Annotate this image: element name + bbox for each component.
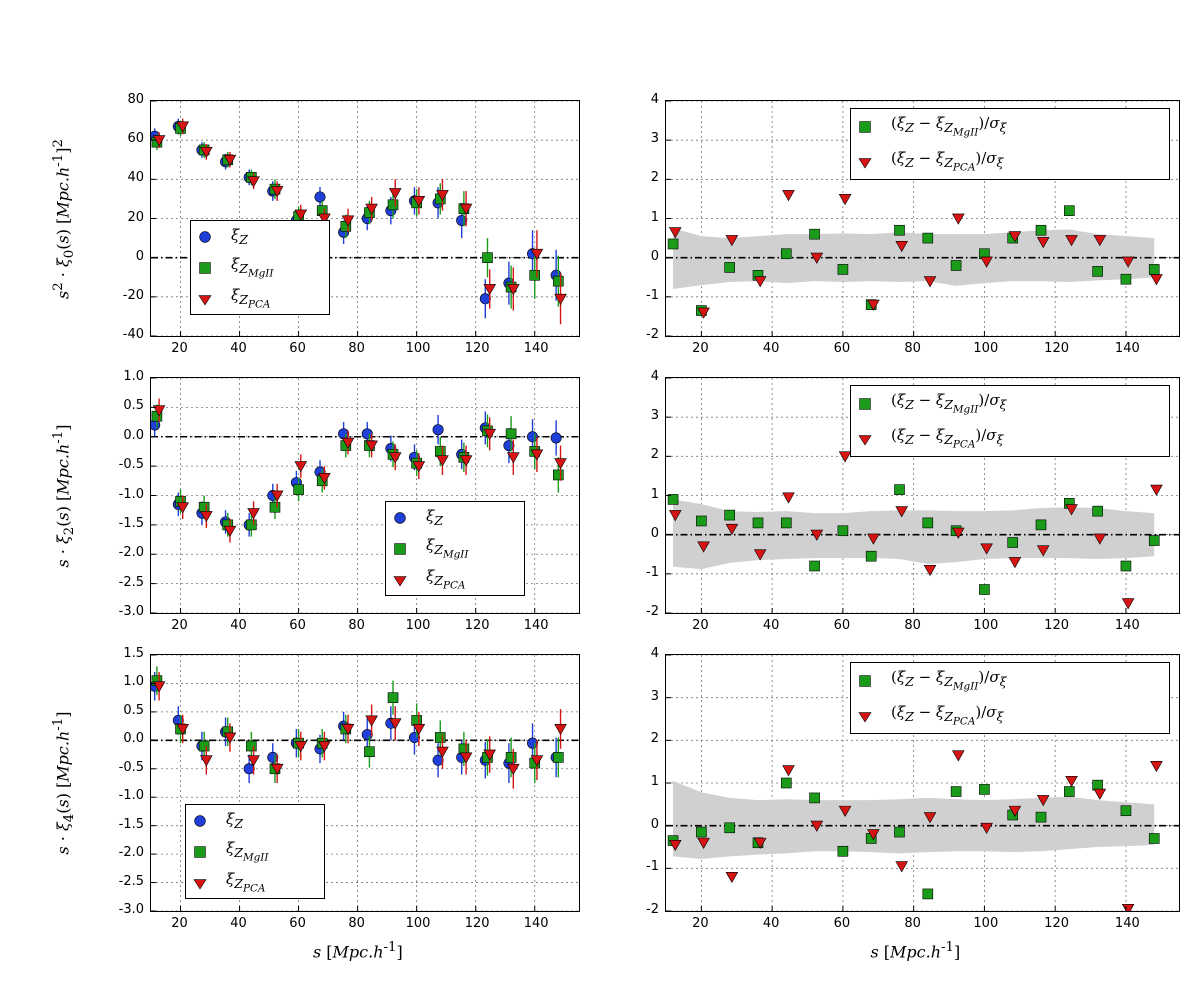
data-point-square bbox=[838, 526, 848, 536]
y-tick-label: 60 bbox=[127, 131, 144, 147]
data-point-square bbox=[388, 200, 398, 210]
x-tick-label: 40 bbox=[230, 341, 247, 356]
legend-label: $\xi_Z$ bbox=[226, 810, 243, 831]
x-tick-label: 40 bbox=[230, 618, 247, 633]
legend-marker-triangle-icon bbox=[857, 154, 891, 170]
y-tick-label: 1 bbox=[650, 486, 659, 502]
data-point-square bbox=[979, 585, 989, 595]
y-tick-label: 20 bbox=[127, 209, 144, 225]
legend-marker-triangle-icon bbox=[197, 291, 231, 307]
data-point-square bbox=[696, 516, 706, 526]
x-tick-label: 120 bbox=[1044, 618, 1069, 633]
y-tick-label: -2.0 bbox=[118, 845, 144, 861]
data-point-circle bbox=[527, 432, 537, 442]
data-point-square bbox=[810, 229, 820, 239]
data-point-square bbox=[553, 752, 563, 762]
y-tick-label: 0.5 bbox=[123, 702, 144, 718]
y-tick-label: -2.5 bbox=[118, 574, 144, 590]
y-tick-label: -1.0 bbox=[118, 486, 144, 502]
legend-quadrupole-residual bbox=[850, 385, 1170, 457]
x-tick-label: 20 bbox=[692, 341, 709, 356]
legend-label: $\xi_Z$ bbox=[426, 507, 443, 528]
x-tick-label: 60 bbox=[833, 618, 851, 633]
data-point-circle bbox=[362, 729, 372, 739]
data-point-square bbox=[199, 741, 209, 751]
legend-label: $\xi_{Z_{PCA}}$ bbox=[426, 567, 466, 592]
y-tick-label: -1.5 bbox=[118, 816, 144, 832]
x-tick-label: 100 bbox=[973, 916, 999, 931]
y-tick-label: -1 bbox=[646, 859, 659, 875]
data-point-square bbox=[506, 752, 516, 762]
y-tick-label: -0.5 bbox=[118, 759, 144, 775]
y-tick-label: 0 bbox=[135, 248, 144, 264]
y-tick-label: 3 bbox=[650, 131, 659, 147]
data-point-triangle bbox=[201, 756, 213, 766]
data-point-square bbox=[866, 551, 876, 561]
data-point-circle bbox=[409, 732, 419, 742]
data-point-square bbox=[1121, 806, 1131, 816]
x-tick-label: 80 bbox=[348, 916, 365, 931]
legend-monopole-residual bbox=[850, 108, 1170, 180]
y-tick-label: -2 bbox=[646, 902, 659, 917]
legend-label: $\xi_{Z_{MgII}}$ bbox=[226, 839, 269, 864]
y-tick-label: -0.5 bbox=[118, 457, 144, 473]
data-point-square bbox=[435, 446, 445, 456]
legend-entry bbox=[186, 836, 324, 867]
x-tick-label: 80 bbox=[348, 618, 365, 633]
data-point-square bbox=[725, 823, 735, 833]
y-tick-label: 40 bbox=[127, 170, 144, 186]
y-tick-label: 1.0 bbox=[123, 674, 144, 690]
y-tick-label: 80 bbox=[127, 92, 144, 107]
y-tick-label: 3 bbox=[650, 408, 659, 424]
y-tick-label: -3.0 bbox=[118, 604, 144, 619]
x-tick-label: 120 bbox=[464, 916, 490, 931]
data-point-square bbox=[270, 502, 280, 512]
data-point-square bbox=[388, 693, 398, 703]
data-point-square bbox=[553, 276, 563, 286]
data-point-square bbox=[553, 470, 563, 480]
y-tick-label: 1.5 bbox=[123, 646, 144, 661]
data-point-square bbox=[668, 239, 678, 249]
data-point-square bbox=[412, 715, 422, 725]
x-tick-label: 140 bbox=[1114, 618, 1140, 633]
x-tick-label: 60 bbox=[289, 341, 306, 356]
data-point-square bbox=[951, 261, 961, 271]
x-tick-label: 100 bbox=[973, 341, 999, 356]
legend-marker-triangle-icon bbox=[192, 875, 226, 891]
legend-entry bbox=[191, 221, 329, 252]
y-tick-label: -2.5 bbox=[118, 873, 144, 889]
legend-entry bbox=[191, 252, 329, 283]
y-tick-label: 1 bbox=[650, 209, 659, 225]
data-point-square bbox=[951, 787, 961, 797]
y-tick-label: -1 bbox=[646, 564, 659, 580]
data-point-triangle bbox=[555, 459, 567, 469]
y-tick-label: 4 bbox=[650, 92, 659, 107]
data-point-square bbox=[838, 264, 848, 274]
y-tick-label: -1.0 bbox=[118, 788, 144, 804]
data-point-triangle bbox=[1151, 275, 1163, 285]
data-point-circle bbox=[362, 429, 372, 439]
legend-entry bbox=[851, 663, 1169, 698]
y-tick-label: -20 bbox=[122, 287, 144, 303]
data-point-triangle bbox=[783, 493, 795, 503]
y-tick-label: 1.0 bbox=[123, 369, 144, 384]
data-point-circle bbox=[433, 425, 443, 435]
data-point-triangle bbox=[295, 462, 307, 472]
data-point-circle bbox=[480, 294, 490, 304]
y-tick-label: 3 bbox=[650, 688, 659, 704]
y-tick-label: 0 bbox=[650, 248, 659, 264]
data-point-square bbox=[781, 778, 791, 788]
legend-monopole bbox=[190, 220, 330, 315]
x-tick-label: 140 bbox=[523, 341, 549, 356]
data-point-square bbox=[923, 518, 933, 528]
y-tick-label: -40 bbox=[122, 327, 144, 342]
data-point-square bbox=[364, 747, 374, 757]
data-point-square bbox=[530, 270, 540, 280]
data-point-square bbox=[895, 827, 905, 837]
data-point-square bbox=[1064, 206, 1074, 216]
legend-marker-square-icon bbox=[857, 119, 891, 135]
data-point-circle bbox=[504, 440, 514, 450]
x-tick-label: 140 bbox=[523, 618, 549, 633]
y-tick-label: -1 bbox=[646, 287, 659, 303]
data-point-square bbox=[753, 518, 763, 528]
legend-marker-square-icon bbox=[392, 541, 426, 557]
data-point-square bbox=[923, 889, 933, 899]
data-point-triangle bbox=[1151, 761, 1163, 771]
data-point-square bbox=[979, 784, 989, 794]
data-point-square bbox=[1008, 538, 1018, 548]
legend-marker-circle-icon bbox=[192, 813, 226, 829]
x-tick-label: 120 bbox=[464, 618, 490, 633]
legend-marker-circle-icon bbox=[392, 510, 426, 526]
y-tick-label: 0.0 bbox=[123, 427, 144, 443]
data-point-triangle bbox=[437, 456, 449, 466]
data-point-triangle bbox=[783, 190, 795, 200]
legend-label: $(\xi_Z - \xi_{Z_{PCA}})/\sigma_\xi$ bbox=[891, 149, 1004, 174]
legend-entry bbox=[851, 109, 1169, 144]
data-point-triangle bbox=[1009, 557, 1021, 567]
data-point-square bbox=[895, 485, 905, 495]
legend-entry bbox=[386, 564, 524, 595]
legend-entry bbox=[851, 386, 1169, 421]
legend-label: $(\xi_Z - \xi_{Z_{MgII}})/\sigma_\xi$ bbox=[891, 114, 1007, 139]
data-point-triangle bbox=[1122, 904, 1134, 911]
y-tick-label: 4 bbox=[650, 646, 659, 661]
data-point-triangle bbox=[839, 194, 851, 204]
y-axis-label-hexadecapole: $s \cdot \xi_4(s)$ $[Mpc.h^{-1}]$ bbox=[51, 711, 77, 855]
x-tick-label: 20 bbox=[171, 618, 188, 633]
x-tick-label: 80 bbox=[904, 618, 921, 633]
data-point-square bbox=[1093, 506, 1103, 516]
data-point-square bbox=[1036, 520, 1046, 530]
legend-entry bbox=[851, 421, 1169, 456]
legend-marker-square-icon bbox=[857, 396, 891, 412]
legend-entry bbox=[186, 805, 324, 836]
data-point-circle bbox=[551, 433, 561, 443]
data-point-square bbox=[1149, 536, 1159, 546]
x-tick-label: 120 bbox=[1044, 916, 1069, 931]
x-tick-label: 60 bbox=[289, 618, 306, 633]
y-tick-label: -2 bbox=[646, 604, 659, 619]
x-tick-label: 80 bbox=[348, 341, 365, 356]
data-point-square bbox=[1036, 225, 1046, 235]
data-point-circle bbox=[338, 429, 348, 439]
y-tick-label: 2 bbox=[650, 170, 659, 186]
data-point-square bbox=[838, 846, 848, 856]
x-tick-label: 40 bbox=[762, 618, 780, 633]
data-point-square bbox=[1121, 274, 1131, 284]
x-tick-label: 100 bbox=[973, 618, 999, 633]
uncertainty-band bbox=[673, 228, 1154, 289]
data-point-triangle bbox=[953, 751, 965, 761]
x-tick-label: 60 bbox=[289, 916, 306, 931]
data-point-square bbox=[1064, 787, 1074, 797]
data-point-circle bbox=[527, 738, 537, 748]
y-tick-label: 2 bbox=[650, 447, 659, 463]
data-point-square bbox=[246, 741, 256, 751]
y-tick-label: -2.0 bbox=[118, 545, 144, 561]
legend-entry bbox=[851, 698, 1169, 733]
y-tick-label: -1.5 bbox=[118, 515, 144, 531]
legend-marker-square-icon bbox=[192, 844, 226, 860]
data-point-square bbox=[725, 510, 735, 520]
data-point-square bbox=[1093, 780, 1103, 790]
data-point-square bbox=[1149, 833, 1159, 843]
legend-label: $\xi_{Z_{MgII}}$ bbox=[426, 536, 469, 561]
data-point-square bbox=[923, 233, 933, 243]
data-point-triangle bbox=[1094, 789, 1106, 799]
x-tick-label: 140 bbox=[1114, 341, 1140, 356]
data-point-circle bbox=[268, 752, 278, 762]
y-axis-label-monopole: $s^2 \cdot \xi_0(s)$ $[Mpc.h^{-1}]^2$ bbox=[51, 138, 77, 299]
legend-label: $\xi_Z$ bbox=[231, 226, 248, 247]
data-point-triangle bbox=[1066, 776, 1078, 786]
data-point-triangle bbox=[1122, 599, 1134, 609]
y-tick-label: 0 bbox=[650, 525, 659, 541]
legend-marker-circle-icon bbox=[197, 229, 231, 245]
legend-marker-triangle-icon bbox=[392, 572, 426, 588]
legend-label: $(\xi_Z - \xi_{Z_{PCA}})/\sigma_\xi$ bbox=[891, 426, 1004, 451]
x-tick-label: 80 bbox=[904, 341, 921, 356]
x-tick-label: 120 bbox=[1044, 341, 1069, 356]
data-point-square bbox=[1121, 561, 1131, 571]
legend-entry bbox=[851, 144, 1169, 179]
uncertainty-band bbox=[673, 781, 1154, 859]
x-tick-label: 20 bbox=[171, 341, 188, 356]
data-point-square bbox=[506, 429, 516, 439]
data-point-square bbox=[482, 253, 492, 263]
legend-marker-square-icon bbox=[197, 260, 231, 276]
x-tick-label: 40 bbox=[230, 916, 247, 931]
x-axis-label-right: s $[Mpc.h^{-1}]$ bbox=[870, 940, 961, 962]
y-tick-label: 0 bbox=[650, 816, 659, 832]
legend-entry bbox=[386, 533, 524, 564]
y-tick-label: 0.0 bbox=[123, 731, 144, 747]
x-tick-label: 120 bbox=[464, 341, 490, 356]
data-point-square bbox=[781, 518, 791, 528]
legend-label: $\xi_{Z_{MgII}}$ bbox=[231, 255, 274, 280]
y-tick-label: 1 bbox=[650, 774, 659, 789]
y-axis-label-quadrupole: $s \cdot \xi_2(s)$ $[Mpc.h^{-1}]$ bbox=[51, 423, 77, 568]
data-point-square bbox=[1093, 266, 1103, 276]
legend-marker-square-icon bbox=[857, 673, 891, 689]
data-point-triangle bbox=[783, 766, 795, 776]
data-point-square bbox=[246, 520, 256, 530]
x-tick-label: 100 bbox=[405, 341, 431, 356]
data-point-square bbox=[459, 744, 469, 754]
x-tick-label: 20 bbox=[692, 618, 709, 633]
x-tick-label: 60 bbox=[833, 341, 851, 356]
x-axis-label-left: s $[Mpc.h^{-1}]$ bbox=[313, 940, 403, 962]
data-point-square bbox=[810, 793, 820, 803]
data-point-square bbox=[1149, 264, 1159, 274]
data-point-square bbox=[810, 561, 820, 571]
data-point-square bbox=[895, 225, 905, 235]
x-tick-label: 140 bbox=[1114, 916, 1140, 931]
y-tick-label: 0.5 bbox=[123, 398, 144, 414]
x-tick-label: 100 bbox=[405, 916, 431, 931]
x-tick-label: 20 bbox=[171, 916, 188, 931]
x-tick-label: 40 bbox=[762, 341, 780, 356]
x-tick-label: 60 bbox=[833, 916, 851, 931]
legend-marker-triangle-icon bbox=[857, 431, 891, 447]
legend-label: $(\xi_Z - \xi_{Z_{MgII}})/\sigma_\xi$ bbox=[891, 391, 1007, 416]
legend-label: $(\xi_Z - \xi_{Z_{MgII}})/\sigma_\xi$ bbox=[891, 668, 1007, 693]
legend-label: $\xi_{Z_{PCA}}$ bbox=[226, 870, 266, 895]
x-tick-label: 40 bbox=[762, 916, 780, 931]
legend-hexadecapole-residual bbox=[850, 662, 1170, 734]
y-tick-label: 2 bbox=[650, 731, 659, 747]
data-point-circle bbox=[315, 192, 325, 202]
data-point-square bbox=[199, 502, 209, 512]
legend-label: $\xi_{Z_{PCA}}$ bbox=[231, 286, 271, 311]
data-point-square bbox=[435, 732, 445, 742]
data-point-square bbox=[294, 485, 304, 495]
data-point-triangle bbox=[953, 214, 965, 224]
data-point-square bbox=[725, 262, 735, 272]
data-point-triangle bbox=[924, 565, 936, 575]
data-point-square bbox=[1036, 812, 1046, 822]
y-tick-label: -3.0 bbox=[118, 902, 144, 917]
legend-entry bbox=[186, 867, 324, 898]
data-point-triangle bbox=[896, 862, 908, 872]
data-point-triangle bbox=[555, 724, 567, 734]
data-point-triangle bbox=[754, 277, 766, 287]
x-tick-label: 80 bbox=[904, 916, 921, 931]
legend-entry bbox=[386, 502, 524, 533]
data-point-triangle bbox=[726, 872, 738, 882]
legend-label: $(\xi_Z - \xi_{Z_{PCA}})/\sigma_\xi$ bbox=[891, 703, 1004, 728]
legend-quadrupole bbox=[385, 501, 525, 596]
data-point-square bbox=[781, 249, 791, 259]
y-tick-label: 4 bbox=[650, 369, 659, 384]
data-point-triangle bbox=[1151, 485, 1163, 495]
data-point-circle bbox=[244, 764, 254, 774]
y-tick-label: -2 bbox=[646, 327, 659, 342]
x-tick-label: 140 bbox=[523, 916, 549, 931]
data-point-square bbox=[696, 827, 706, 837]
x-tick-label: 100 bbox=[405, 618, 431, 633]
legend-hexadecapole bbox=[185, 804, 325, 899]
data-point-circle bbox=[433, 755, 443, 765]
x-tick-label: 20 bbox=[692, 916, 709, 931]
data-point-circle bbox=[456, 215, 466, 225]
legend-marker-triangle-icon bbox=[857, 708, 891, 724]
legend-entry bbox=[191, 283, 329, 314]
